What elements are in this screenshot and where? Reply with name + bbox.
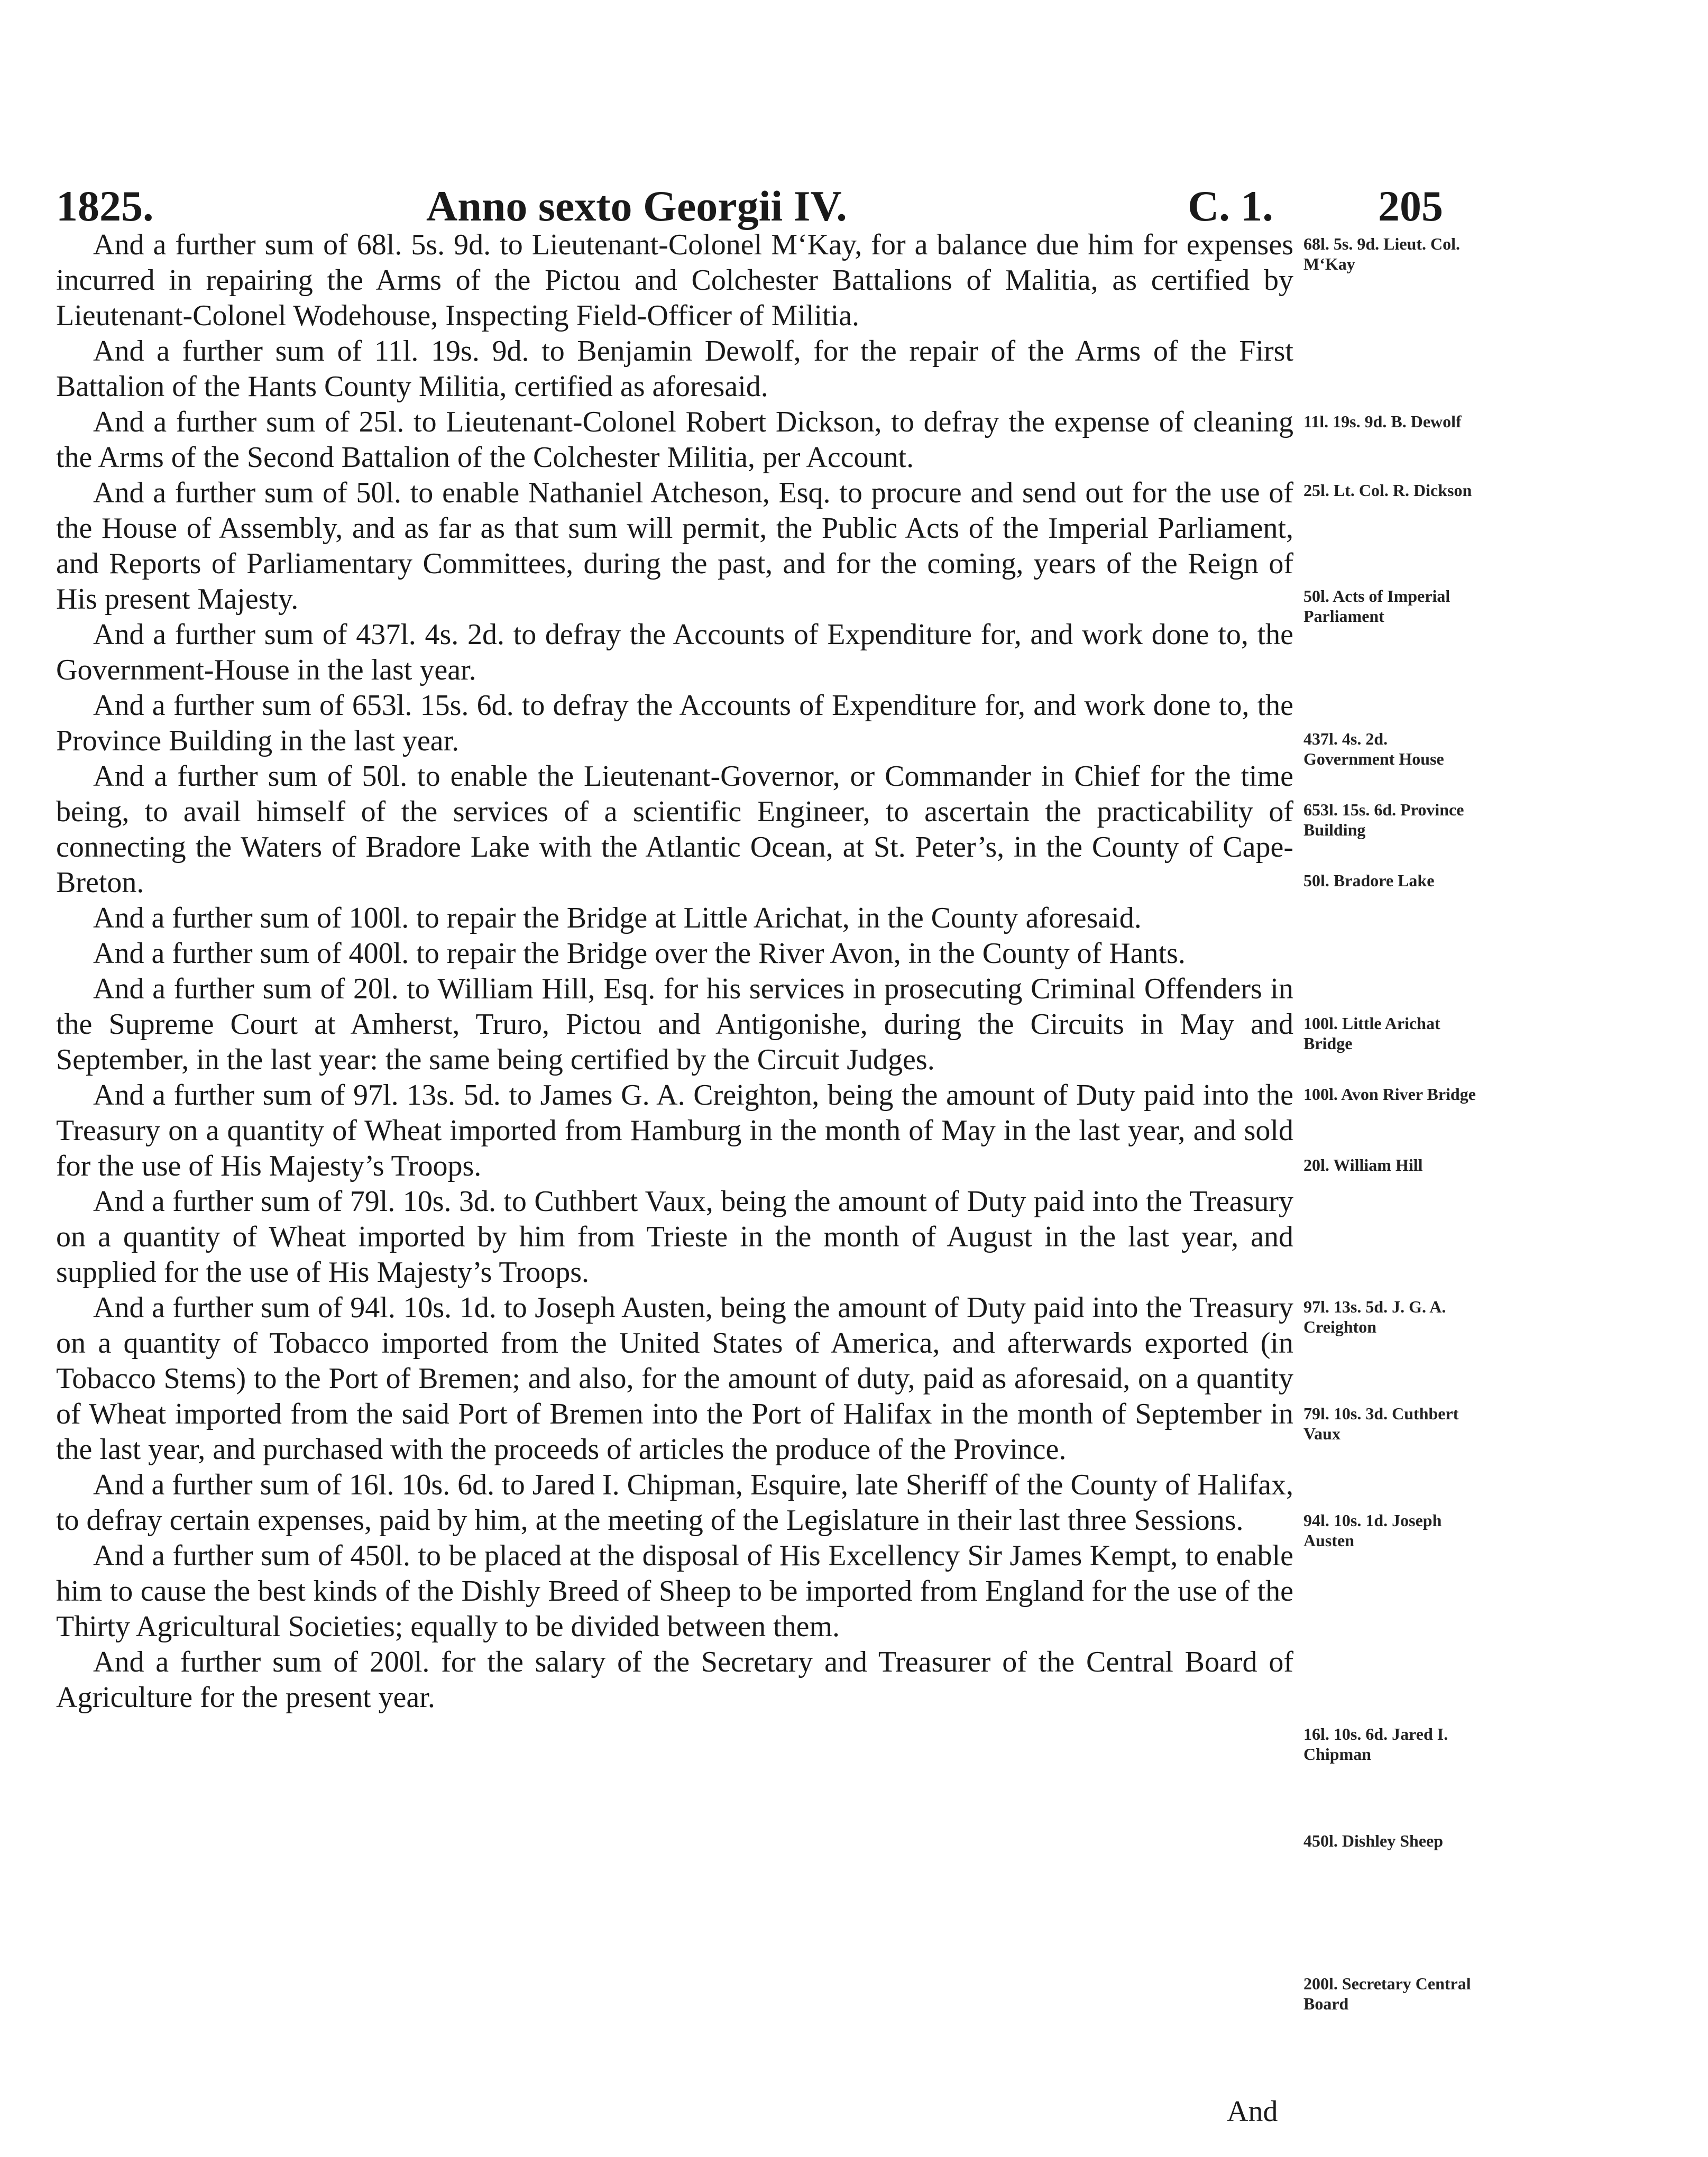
page-number: 205: [1378, 182, 1443, 230]
paragraph-little-arichat: And a further sum of 100l. to repair the Bridge at Little Arichat, in the County aforesaid.: [93, 902, 1142, 934]
paragraph-central-board: And a further sum of 200l. for the salary of the Secretary and Treasurer of the Central Board of Agriculture for the present year.: [56, 1646, 1293, 1714]
margin-note-mckay: 68l. 5s. 9d. Lieut. Col. M‘Kay: [1303, 234, 1461, 273]
margin-note-dewolf: 11l. 19s. 9d. B. Dewolf: [1303, 412, 1462, 431]
paragraph-mckay: And a further sum of 68l. 5s. 9d. to Lieutenant-Colonel M‘Kay, for a balance due him for expenses incurred in repairing the Arms of the Pictou and Colchester Battalions of Malitia, as certified by Lieutenant-Colonel Wodehouse, Inspecting Field-Officer of Militia.: [56, 228, 1293, 332]
margin-note-dickson: 25l. Lt. Col. R. Dickson: [1303, 481, 1472, 500]
margin-note-dishly-sheep: 450l. Dishley Sheep: [1303, 1831, 1444, 1850]
catchword: And: [1227, 2095, 1278, 2128]
paragraph-dishly-sheep: And a further sum of 450l. to be placed at the disposal of His Excellency Sir James Kempt, to enable him to cause the best kinds of the Dishly Breed of Sheep to be imported from England for the use of the Thirty Agricultural Societies; equally to be divided between them.: [56, 1539, 1293, 1643]
margin-note-little-arichat: 100l. Little Arichat Bridge: [1303, 1014, 1440, 1053]
margin-note-acts-parliament: 50l. Acts of Imperial Parliament: [1303, 586, 1450, 626]
body-text: [56, 227, 1293, 1715]
paragraph-dickson: And a further sum of 25l. to Lieutenant-Colonel Robert Dickson, to defray the expense of cleaning the Arms of the Second Battalion of the Colchester Militia, per Account.: [56, 406, 1293, 474]
paragraph-acts-parliament: And a further sum of 50l. to enable Nathaniel Atcheson, Esq. to procure and send out for the use of the House of Assembly, and as far as that sum will permit, the Public Acts of the Imperial Parliament, and Reports of Parliamentary Committees, during the past, and for the coming, years of the Reign of His present Majesty.: [56, 476, 1293, 616]
header-title: Anno sexto Georgii IV.: [426, 182, 847, 230]
paragraph-dewolf: And a further sum of 11l. 19s. 9d. to Benjamin Dewolf, for the repair of the Arms of the First Battalion of the Hants County Militia, certified as aforesaid.: [56, 335, 1293, 403]
paragraph-bradore-lake: And a further sum of 50l. to enable the Lieutenant-Governor, or Commander in Chief for the time being, to avail himself of the services of a scientific Engineer, to ascertain the practicability of connecting the Waters of Bradore Lake with the Atlantic Ocean, at St. Peter’s, in the County of Cape-Breton.: [56, 760, 1293, 899]
paragraph-government-house: And a further sum of 437l. 4s. 2d. to defray the Accounts of Expenditure for, and work done to, the Government-House in the last year.: [56, 618, 1293, 686]
margin-note-creighton: 97l. 13s. 5d. J. G. A. Creighton: [1303, 1297, 1446, 1336]
margin-note-william-hill: 20l. William Hill: [1303, 1155, 1423, 1174]
header-chapter: C. 1.: [1188, 182, 1273, 230]
margin-note-government-house: 437l. 4s. 2d. Government House: [1303, 729, 1444, 768]
paragraph-william-hill: And a further sum of 20l. to William Hill, Esq. for his services in prosecuting Criminal Offenders in the Supreme Court at Amherst, Truro, Pictou and Antigonishe, during the Circuits in May and September, in the last year: the same being certified by the Circuit Judges.: [56, 972, 1293, 1076]
margin-note-province-building: 653l. 15s. 6d. Province Building: [1303, 800, 1464, 839]
paragraph-creighton: And a further sum of 97l. 13s. 5d. to James G. A. Creighton, being the amount of Duty paid into the Treasury on a quantity of Wheat imported from Hamburg in the month of May in the last year, and sold for the use of His Majesty’s Troops.: [56, 1079, 1293, 1182]
margin-note-chipman: 16l. 10s. 6d. Jared I. Chipman: [1303, 1724, 1448, 1764]
paragraph-province-building: And a further sum of 653l. 15s. 6d. to defray the Accounts of Expenditure for, and work done to, the Province Building in the last year.: [56, 689, 1293, 757]
paragraph-avon-bridge: And a further sum of 400l. to repair the Bridge over the River Avon, in the County of Hants.: [93, 937, 1186, 970]
header-year: 1825.: [56, 182, 154, 230]
paragraph-vaux: And a further sum of 79l. 10s. 3d. to Cuthbert Vaux, being the amount of Duty paid into the Treasury on a quantity of Wheat imported by him from Trieste in the month of August in the last year, and supplied for the use of His Majesty’s Troops.: [56, 1185, 1293, 1289]
margin-note-avon-bridge: 100l. Avon River Bridge: [1303, 1085, 1476, 1104]
margin-note-central-board: 200l. Secretary Central Board: [1303, 1974, 1471, 2013]
paragraph-chipman: And a further sum of 16l. 10s. 6d. to Jared I. Chipman, Esquire, late Sheriff of the County of Halifax, to defray certain expenses, paid by him, at the meeting of the Legislature in their last three Sessions.: [56, 1468, 1293, 1537]
paragraph-austen: And a further sum of 94l. 10s. 1d. to Joseph Austen, being the amount of Duty paid into the Treasury on a quantity of Tobacco imported from the United States of America, and afterwards exported (in Tobacco Stems) to the Port of Bremen; and also, for the amount of duty, paid as aforesaid, on a quantity of Wheat imported from the said Port of Bremen into the Port of Halifax in the month of September in the last year, and purchased with the proceeds of articles the produce of the Province.: [56, 1291, 1293, 1466]
margin-note-bradore-lake: 50l. Bradore Lake: [1303, 871, 1435, 890]
margin-note-austen: 94l. 10s. 1d. Joseph Austen: [1303, 1511, 1442, 1550]
margin-note-vaux: 79l. 10s. 3d. Cuthbert Vaux: [1303, 1404, 1459, 1443]
